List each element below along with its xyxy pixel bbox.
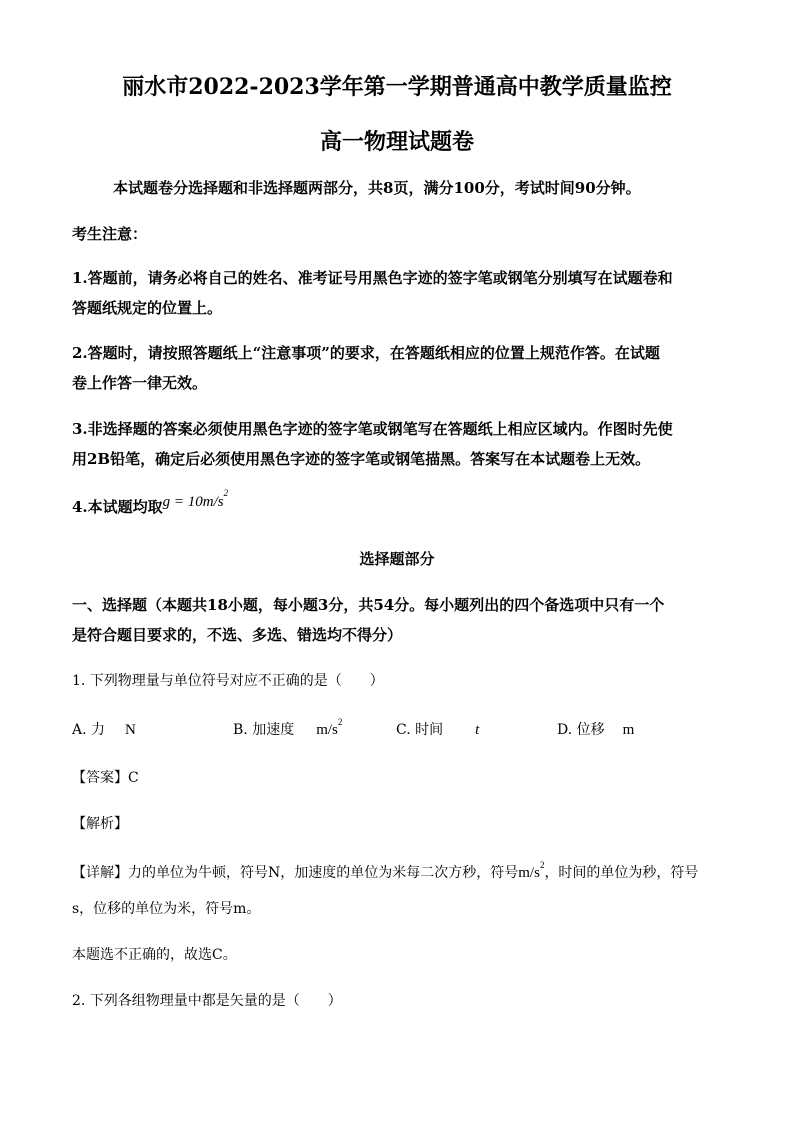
q1-option-b xyxy=(233,719,342,739)
q1-conclusion: 本题选不正确的，故选C。 xyxy=(72,947,237,963)
gravity-formula xyxy=(162,488,229,510)
detail-unit xyxy=(518,860,545,881)
q1-detail-line2: s，位移的单位为米，符号m。 xyxy=(72,901,261,917)
q1-detail-line1 xyxy=(72,862,698,882)
part1-line1: 一、选择题（本题共18小题，每小题3分，共54分。每小题列出的四个备选项中只有一个 xyxy=(72,596,665,614)
q1-option-b-symbol xyxy=(316,717,343,738)
q2-stem: 2. 下列各组物理量中都是矢量的是（ ） xyxy=(72,993,342,1009)
q1-stem: 1. 下列物理量与单位符号对应不正确的是（ ） xyxy=(72,673,384,689)
notice-2-line1: 2.答题时，请按照答题纸上“注意事项”的要求，在答题纸相应的位置上规范作答。在试题 xyxy=(72,344,660,362)
notice-heading: 考生注意： xyxy=(72,225,148,243)
exam-title: 丽水市2022-2023学年第一学期普通高中教学质量监控 xyxy=(122,74,672,100)
detail-unit-exp: 2 xyxy=(539,860,545,870)
notice-4-text: 4.本试题均取 xyxy=(72,498,163,516)
notice-3-line1: 3.非选择题的答案必须使用黑色字迹的签字笔或钢笔写在答题纸上相应区域内。作图时先使 xyxy=(72,420,673,438)
q1-analysis-tag: 【解析】 xyxy=(72,816,128,832)
detail-text-a: 力的单位为牛顿，符号N，加速度的单位为米每二次方秒，符号 xyxy=(128,865,519,881)
q1-option-b-exp: 2 xyxy=(337,717,343,727)
notice-3-line2: 用2B铅笔，确定后必须使用黑色字迹的签字笔或钢笔描黑。答案写在本试题卷上无效。 xyxy=(72,450,651,468)
q1-option-b-unit: m/s xyxy=(316,722,338,738)
detail-text-b: ，时间的单位为秒，符号 xyxy=(544,865,699,881)
detail-unit-text: m/s xyxy=(518,865,540,881)
q1-option-c-label: C. 时间 xyxy=(396,722,444,738)
part1-line2: 是符合题目要求的，不选、多选、错选均不得分） xyxy=(72,626,403,644)
answer-tag: 【答案】 xyxy=(72,770,128,786)
q1-option-b-label: B. 加速度 xyxy=(233,722,295,738)
q1-answer xyxy=(72,767,139,787)
notice-2-line2: 卷上作答一律无效。 xyxy=(72,374,208,392)
answer-value: C xyxy=(128,770,139,786)
q1-option-d xyxy=(557,719,634,739)
gravity-formula-text: g = 10m/s xyxy=(162,494,224,510)
gravity-formula-exp: 2 xyxy=(223,488,229,498)
q1-option-c xyxy=(396,719,479,739)
notice-1-line1: 1.答题前，请务必将自己的姓名、准考证号用黑色字迹的签字笔或钢笔分别填写在试题卷和 xyxy=(72,269,673,287)
exam-intro: 本试题卷分选择题和非选择题两部分，共8页，满分100分，考试时间90分钟。 xyxy=(113,179,641,197)
q1-option-d-label: D. 位移 xyxy=(557,722,605,738)
q1-option-c-symbol: t xyxy=(475,722,480,738)
notice-1-line2: 答题纸规定的位置上。 xyxy=(72,299,223,317)
q1-option-d-symbol: m xyxy=(622,722,635,738)
q1-option-a-label: A. 力 xyxy=(72,722,106,738)
notice-4 xyxy=(72,488,229,517)
detail-tag: 【详解】 xyxy=(72,865,128,881)
section-title: 选择题部分 xyxy=(359,550,435,568)
q1-option-a-symbol: N xyxy=(125,722,136,738)
exam-subtitle: 高一物理试题卷 xyxy=(319,129,474,155)
q1-option-a xyxy=(72,719,136,739)
